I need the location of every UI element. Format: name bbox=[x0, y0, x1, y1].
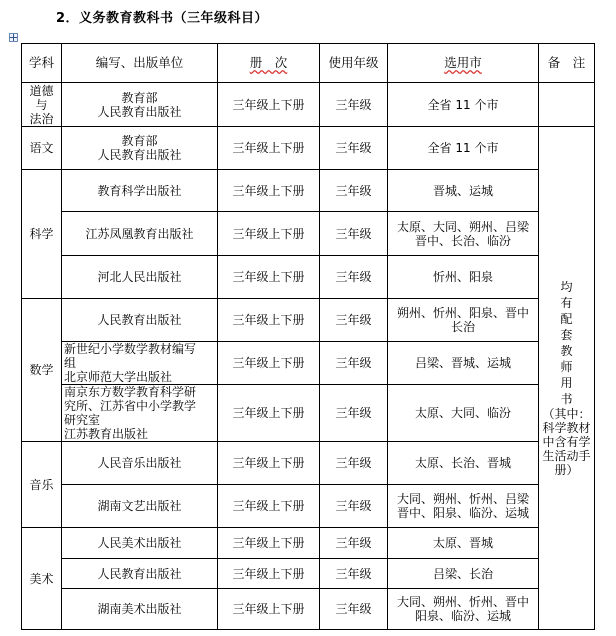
grade-cell: 三年级 bbox=[320, 559, 388, 589]
volume-cell: 三年级上下册 bbox=[218, 342, 320, 385]
remark-cell: 均有配套教师用书 （其中： 科学教材 中含有学 生活动手 册） bbox=[539, 127, 595, 630]
volume-cell: 三年级上下册 bbox=[218, 442, 320, 485]
volume-cell: 三年级上下册 bbox=[218, 485, 320, 528]
cities-cell: 全省 11 个市 bbox=[388, 127, 539, 170]
table-row bbox=[22, 485, 595, 528]
volume-cell: 三年级上下册 bbox=[218, 559, 320, 589]
table-row bbox=[22, 559, 595, 589]
publisher-cell: 新世纪小学数学教材编写 组 北京师范大学出版社 bbox=[62, 342, 218, 385]
publisher-cell: 湖南美术出版社 bbox=[62, 589, 218, 630]
cities-cell: 太原、晋城 bbox=[388, 528, 539, 559]
table-row bbox=[22, 83, 595, 127]
publisher-cell: 人民教育出版社 bbox=[62, 559, 218, 589]
textbook-table bbox=[21, 43, 595, 630]
cities-cell: 吕梁、长治 bbox=[388, 559, 539, 589]
volume-cell: 三年级上下册 bbox=[218, 127, 320, 170]
grade-cell: 三年级 bbox=[320, 299, 388, 342]
grade-cell: 三年级 bbox=[320, 528, 388, 559]
volume-cell: 三年级上下册 bbox=[218, 83, 320, 127]
table-header-row bbox=[22, 44, 595, 83]
publisher-cell: 教育部 人民教育出版社 bbox=[62, 127, 218, 170]
subject-cell-moral: 道德 与 法治 bbox=[22, 83, 62, 127]
subject-cell-science: 科学 bbox=[22, 170, 62, 299]
publisher-cell: 人民音乐出版社 bbox=[62, 442, 218, 485]
grade-cell: 三年级 bbox=[320, 127, 388, 170]
subject-cell-chinese: 语文 bbox=[22, 127, 62, 170]
header-cities: 选用市 bbox=[388, 44, 539, 83]
volume-cell: 三年级上下册 bbox=[218, 256, 320, 299]
cities-cell: 晋城、运城 bbox=[388, 170, 539, 212]
table-move-handle-icon[interactable] bbox=[9, 33, 18, 42]
cities-cell: 大同、朔州、忻州、吕梁 晋中、阳泉、临汾、运城 bbox=[388, 485, 539, 528]
section-heading: 2．义务教育教科书（三年级科目） bbox=[56, 11, 269, 26]
table-row bbox=[22, 256, 595, 299]
table-row bbox=[22, 442, 595, 485]
remark-empty-cell bbox=[539, 83, 595, 127]
grade-cell: 三年级 bbox=[320, 83, 388, 127]
table-row bbox=[22, 342, 595, 385]
grade-cell: 三年级 bbox=[320, 485, 388, 528]
volume-cell: 三年级上下册 bbox=[218, 212, 320, 256]
publisher-cell: 南京东方数学教育科学研 究所、江苏省中小学教学 研究室 江苏教育出版社 bbox=[62, 385, 218, 442]
table-row bbox=[22, 528, 595, 559]
cities-cell: 太原、大同、朔州、吕梁 晋中、长治、临汾 bbox=[388, 212, 539, 256]
header-subject: 学科 bbox=[22, 44, 62, 83]
volume-cell: 三年级上下册 bbox=[218, 385, 320, 442]
volume-cell: 三年级上下册 bbox=[218, 299, 320, 342]
grade-cell: 三年级 bbox=[320, 342, 388, 385]
publisher-cell: 河北人民出版社 bbox=[62, 256, 218, 299]
header-publisher: 编写、出版单位 bbox=[62, 44, 218, 83]
publisher-cell: 江苏凤凰教育出版社 bbox=[62, 212, 218, 256]
cities-cell: 太原、长治、晋城 bbox=[388, 442, 539, 485]
grade-cell: 三年级 bbox=[320, 385, 388, 442]
volume-cell: 三年级上下册 bbox=[218, 170, 320, 212]
publisher-cell: 人民教育出版社 bbox=[62, 299, 218, 342]
table-row bbox=[22, 299, 595, 342]
table-row bbox=[22, 170, 595, 212]
cities-cell: 朔州、忻州、阳泉、晋中 长治 bbox=[388, 299, 539, 342]
subject-cell-art: 美术 bbox=[22, 528, 62, 630]
grade-cell: 三年级 bbox=[320, 442, 388, 485]
table-row bbox=[22, 385, 595, 442]
subject-cell-math: 数学 bbox=[22, 299, 62, 442]
publisher-cell: 教育科学出版社 bbox=[62, 170, 218, 212]
header-volume: 册 次 bbox=[218, 44, 320, 83]
cities-cell: 忻州、阳泉 bbox=[388, 256, 539, 299]
volume-cell: 三年级上下册 bbox=[218, 589, 320, 630]
publisher-cell: 人民美术出版社 bbox=[62, 528, 218, 559]
grade-cell: 三年级 bbox=[320, 589, 388, 630]
grade-cell: 三年级 bbox=[320, 256, 388, 299]
subject-cell-music: 音乐 bbox=[22, 442, 62, 528]
table-row bbox=[22, 127, 595, 170]
publisher-cell: 湖南文艺出版社 bbox=[62, 485, 218, 528]
cities-cell: 吕梁、晋城、运城 bbox=[388, 342, 539, 385]
grade-cell: 三年级 bbox=[320, 170, 388, 212]
header-grade: 使用年级 bbox=[320, 44, 388, 83]
grade-cell: 三年级 bbox=[320, 212, 388, 256]
table-row bbox=[22, 212, 595, 256]
publisher-cell: 教育部 人民教育出版社 bbox=[62, 83, 218, 127]
cities-cell: 大同、朔州、忻州、晋中 阳泉、临汾、运城 bbox=[388, 589, 539, 630]
table-row bbox=[22, 589, 595, 630]
header-remark: 备 注 bbox=[539, 44, 595, 83]
volume-cell: 三年级上下册 bbox=[218, 528, 320, 559]
cities-cell: 太原、大同、临汾 bbox=[388, 385, 539, 442]
cities-cell: 全省 11 个市 bbox=[388, 83, 539, 127]
